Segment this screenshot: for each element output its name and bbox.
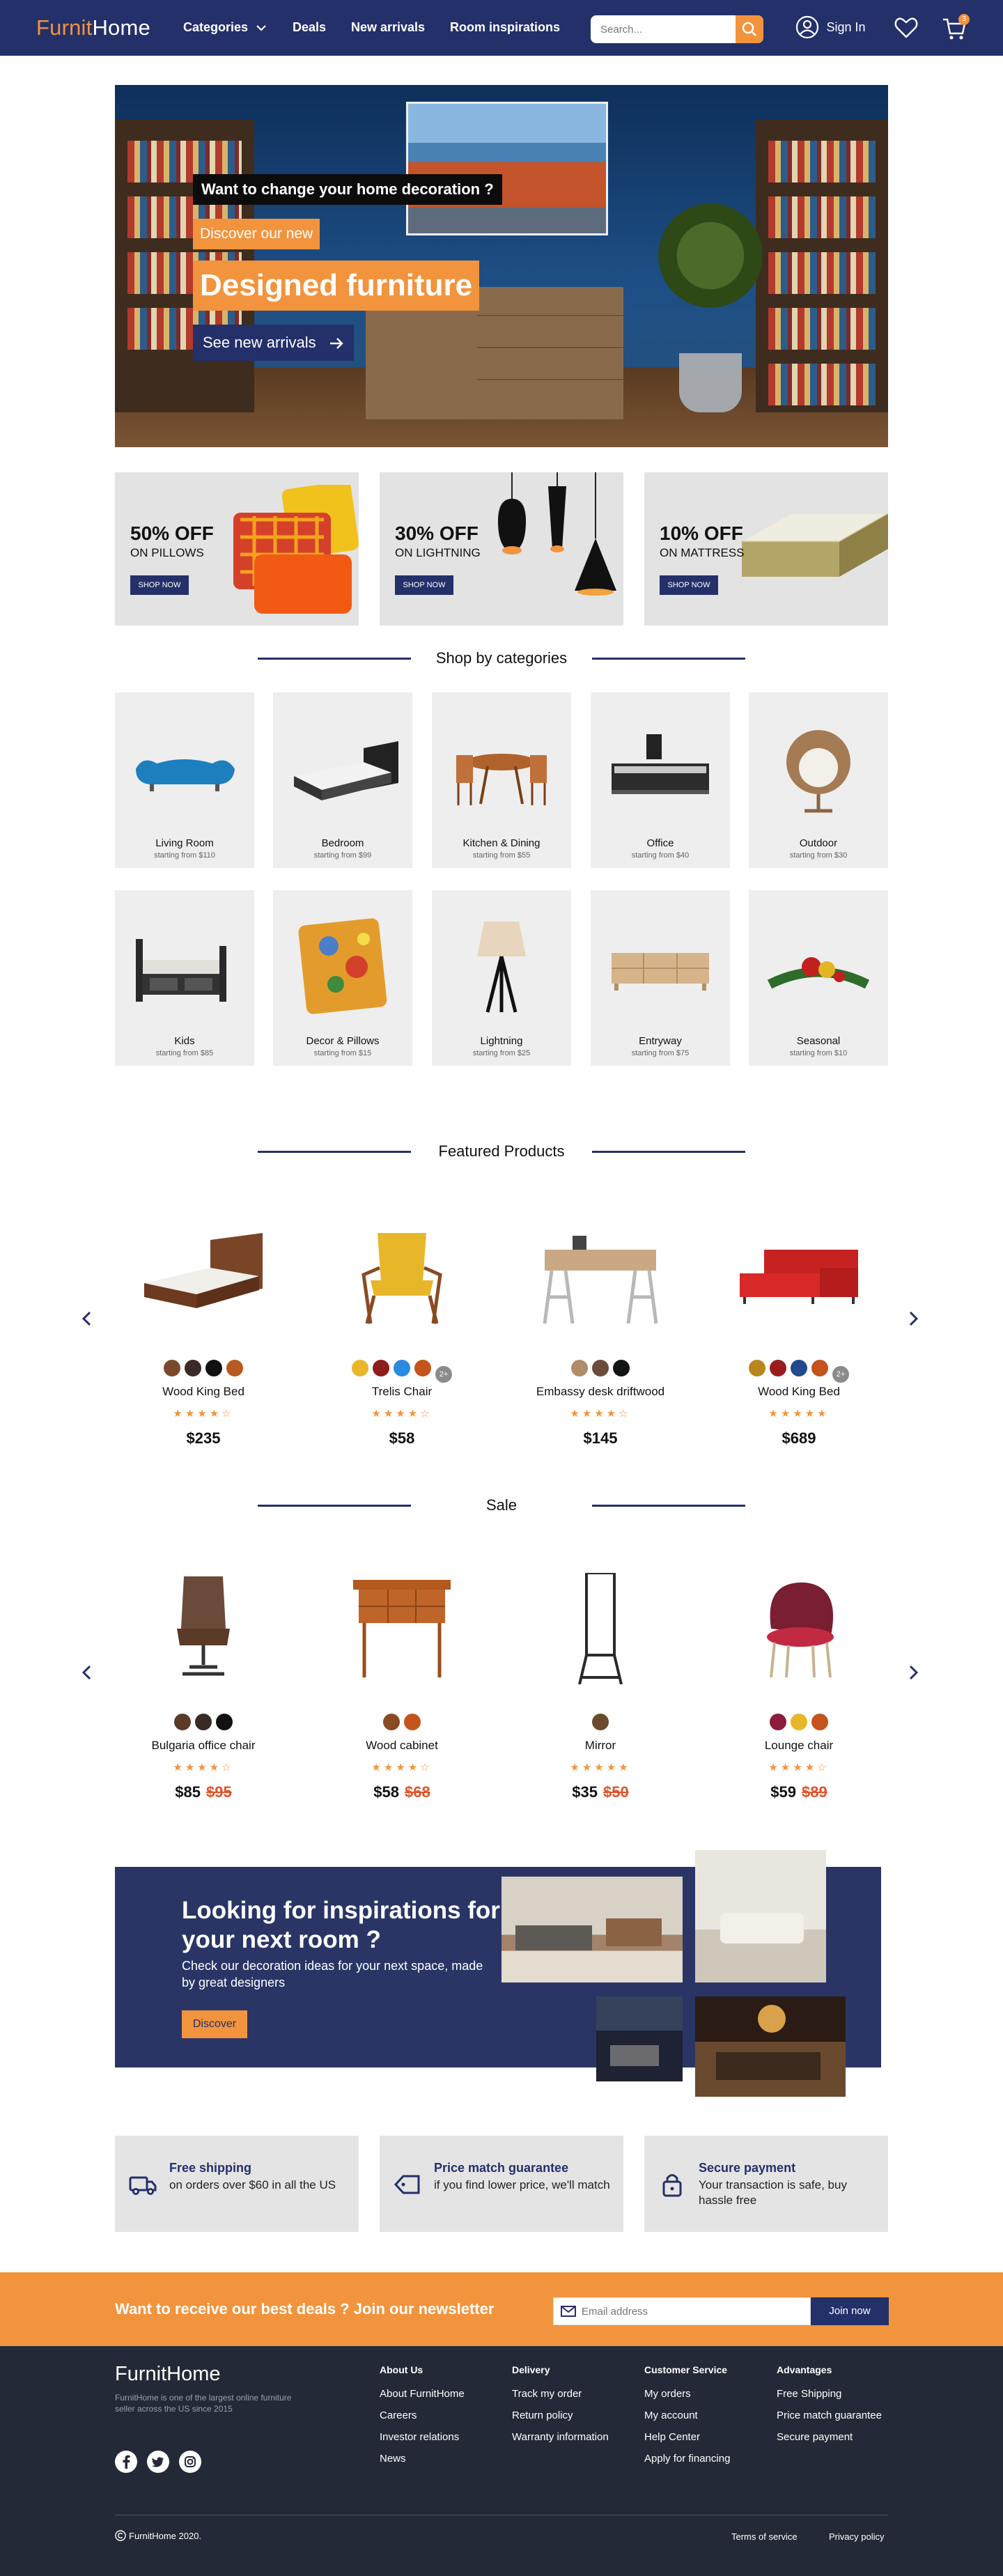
star-filled-icon: ★ (594, 1408, 607, 1420)
mattress-image (742, 500, 888, 598)
newsletter-title: Want to receive our best deals ? Join our newsletter (115, 2300, 495, 2318)
star-filled-icon: ★ (768, 1762, 781, 1774)
featured-product-red-sofa[interactable] (719, 1205, 879, 1470)
product-name[interactable]: Mirror (584, 1739, 616, 1752)
instagram-icon (179, 2451, 201, 2473)
hero-banner (115, 85, 888, 447)
dining-set-image (446, 720, 557, 818)
advantage-title: Price match guarantee (434, 2161, 569, 2175)
star-filled-icon: ★ (570, 1762, 582, 1774)
advantage-text: if you find lower price, we'll match (434, 2178, 610, 2191)
logo-part1: Furnit (36, 15, 93, 40)
color-swatch[interactable] (216, 1714, 233, 1730)
star-filled-icon: ★ (817, 1408, 830, 1420)
lounge-chair-image (736, 1573, 862, 1684)
product-name[interactable]: Bulgaria office chair (151, 1739, 256, 1752)
promo-percent: 50% OFF (130, 522, 214, 544)
sectional-sofa-image (736, 1219, 862, 1330)
plant-pot (679, 353, 742, 412)
tag-icon (394, 2172, 421, 2197)
star-filled-icon: ★ (371, 1408, 384, 1420)
footer-link[interactable]: About FurnitHome (380, 2388, 465, 2400)
color-swatch[interactable] (811, 1714, 828, 1730)
star-filled-icon: ★ (383, 1408, 396, 1420)
more-colors-badge[interactable]: 2+ (435, 1366, 452, 1383)
category-name: Entryway (639, 1035, 682, 1047)
star-filled-icon: ★ (619, 1762, 631, 1774)
star-empty-icon: ☆ (619, 1408, 631, 1420)
color-swatches (322, 1714, 482, 1730)
category-price: starting from $55 (472, 851, 531, 860)
categories-heading (258, 648, 745, 669)
standing-mirror-image (538, 1573, 663, 1684)
color-swatch[interactable] (613, 1360, 630, 1376)
floor-lamp-image (446, 918, 557, 1016)
inspiration-title: Looking for inspirations for your next room ? (182, 1897, 500, 1953)
star-filled-icon: ★ (780, 1408, 793, 1420)
rating-stars (322, 1761, 482, 1774)
sale-price: $59 (770, 1783, 796, 1801)
newsletter-email-field (553, 2297, 811, 2325)
rating-stars (719, 1407, 879, 1420)
advantage-title: Free shipping (169, 2161, 252, 2175)
color-swatch[interactable] (404, 1714, 421, 1730)
footer-link[interactable]: Free Shipping (777, 2388, 842, 2400)
color-swatches (520, 1714, 681, 1730)
category-name: Lightning (480, 1035, 523, 1047)
desk-image (538, 1219, 663, 1330)
color-swatch[interactable] (749, 1360, 765, 1376)
color-swatch[interactable] (185, 1360, 201, 1376)
nav-deals[interactable]: Deals (293, 20, 327, 34)
sofa-image (129, 720, 240, 818)
category-name: Bedroom (321, 837, 364, 849)
rating-stars (123, 1407, 283, 1420)
footer-column-delivery (512, 2364, 609, 2453)
discover-button[interactable]: Discover (182, 2010, 247, 2038)
product-price: $58 (389, 1429, 415, 1447)
color-swatches (520, 1360, 681, 1376)
star-filled-icon: ★ (209, 1762, 222, 1774)
star-filled-icon: ★ (594, 1762, 607, 1774)
truck-icon (129, 2172, 157, 2197)
sign-in-link[interactable] (795, 15, 866, 40)
promo-product: ON MATTRESS (660, 546, 745, 559)
category-outdoor[interactable] (749, 692, 888, 868)
sale-prev-arrow[interactable] (79, 1665, 95, 1680)
rating-stars (123, 1761, 283, 1774)
advantage-price-match (380, 2136, 623, 2232)
search-button[interactable] (736, 15, 763, 43)
color-swatch[interactable] (394, 1360, 410, 1376)
color-swatch[interactable] (811, 1360, 828, 1376)
featured-product-wood-king-bed[interactable] (123, 1205, 283, 1470)
pendant-lamps-image (484, 472, 623, 619)
logo[interactable] (36, 15, 150, 40)
star-filled-icon: ★ (197, 1762, 210, 1774)
category-decor-pillows[interactable] (273, 890, 412, 1066)
star-empty-icon: ☆ (221, 1408, 234, 1420)
facebook-icon (115, 2451, 137, 2473)
footer-link[interactable]: Track my order (512, 2388, 582, 2400)
promo-percent: 10% OFF (660, 522, 743, 544)
categories-title: Shop by categories (435, 649, 568, 667)
footer-link[interactable]: My orders (644, 2388, 691, 2400)
footer-logo[interactable]: FurnitHome (115, 2363, 221, 2385)
chevron-right-icon (905, 1665, 921, 1680)
star-empty-icon: ☆ (817, 1762, 830, 1774)
search-icon (736, 15, 763, 43)
decor-pillow-image (287, 918, 398, 1016)
console-table-image (605, 918, 716, 1016)
color-swatch[interactable] (592, 1360, 609, 1376)
category-office[interactable] (591, 692, 730, 868)
hero-discover: Discover our new (193, 219, 320, 249)
footer-link[interactable]: Secure payment (777, 2431, 853, 2443)
color-swatch[interactable] (373, 1360, 389, 1376)
chevron-left-icon (79, 1665, 95, 1680)
category-price: starting from $25 (472, 1049, 531, 1057)
heart-icon[interactable] (894, 15, 919, 39)
color-swatch[interactable] (791, 1714, 807, 1730)
category-name: Decor & Pillows (306, 1035, 380, 1047)
star-filled-icon: ★ (173, 1762, 185, 1774)
color-swatch[interactable] (195, 1714, 212, 1730)
copyright (115, 2530, 201, 2541)
join-now-button[interactable]: Join now (811, 2297, 889, 2325)
cabinet-image (339, 1573, 465, 1684)
product-price: $689 (782, 1429, 816, 1447)
star-filled-icon: ★ (570, 1408, 582, 1420)
category-price: starting from $40 (631, 851, 690, 860)
promo-product: ON PILLOWS (130, 546, 204, 559)
rattan-chair-image (763, 720, 874, 818)
color-swatch[interactable] (414, 1360, 431, 1376)
star-filled-icon: ★ (371, 1762, 384, 1774)
star-empty-icon: ☆ (420, 1408, 433, 1420)
star-filled-icon: ★ (185, 1408, 198, 1420)
color-swatches (719, 1360, 879, 1383)
star-filled-icon: ★ (383, 1762, 396, 1774)
product-price: $145 (583, 1429, 618, 1447)
sale-product-office-chair[interactable] (123, 1559, 283, 1824)
room-image-living[interactable] (502, 1877, 683, 1983)
armchair-image (339, 1219, 465, 1330)
promo-pillows[interactable] (115, 472, 359, 626)
category-name: Kitchen & Dining (462, 837, 541, 849)
category-kitchen-dining[interactable] (432, 692, 571, 868)
category-price: starting from $110 (154, 851, 215, 860)
search-input[interactable] (600, 15, 733, 43)
footer-link[interactable]: Apply for financing (644, 2453, 731, 2465)
arrow-right-icon (329, 337, 344, 350)
room-image-dark-lounge[interactable] (596, 1996, 683, 2081)
category-lightning[interactable] (432, 890, 571, 1066)
advantage-text: Your transaction is safe, buy hassle free (699, 2178, 847, 2207)
star-filled-icon: ★ (582, 1408, 595, 1420)
advantage-secure-payment (644, 2136, 888, 2232)
sale-next-arrow[interactable] (905, 1665, 921, 1680)
more-colors-badge[interactable]: 2+ (832, 1366, 849, 1383)
instagram-link[interactable] (179, 2451, 201, 2473)
search-bar (591, 15, 763, 43)
footer-heading: Advantages (777, 2364, 832, 2375)
site-header (0, 0, 1003, 56)
shop-now-button[interactable]: SHOP NOW (660, 575, 718, 595)
mail-icon (561, 2305, 576, 2318)
sale-price: $35 (572, 1783, 598, 1801)
star-empty-icon: ☆ (221, 1762, 234, 1774)
newsletter-bar (0, 2272, 1003, 2346)
category-name: Seasonal (796, 1035, 841, 1047)
color-swatch[interactable] (226, 1360, 243, 1376)
footer-description: FurnitHome is one of the largest online furniture seller across the US since 2015 (115, 2393, 292, 2414)
cart-button[interactable] (942, 14, 972, 42)
category-price: starting from $10 (789, 1049, 848, 1057)
rating-stars (520, 1761, 681, 1774)
sale-product-wood-cabinet[interactable] (322, 1559, 482, 1824)
footer-column-advantages (777, 2364, 882, 2453)
footer-link[interactable]: Help Center (644, 2431, 701, 2443)
sale-product-lounge-chair[interactable] (719, 1559, 879, 1824)
rating-stars (719, 1761, 879, 1774)
footer-link[interactable]: Price match guarantee (777, 2410, 882, 2421)
sale-price: $85 (175, 1783, 201, 1801)
featured-prev-arrow[interactable] (79, 1311, 95, 1326)
sale-product-mirror[interactable] (520, 1559, 681, 1824)
footer-column-about (380, 2364, 465, 2474)
chevron-down-icon (256, 24, 267, 32)
product-name[interactable]: Trelis Chair (371, 1385, 433, 1398)
star-filled-icon: ★ (407, 1762, 421, 1774)
category-name: Kids (174, 1035, 195, 1047)
holiday-decor-image (763, 918, 874, 1016)
footer-link[interactable]: Investor relations (380, 2431, 460, 2443)
color-swatches (322, 1360, 482, 1383)
product-price (719, 1783, 879, 1801)
footer-link[interactable]: My account (644, 2410, 698, 2421)
hero-tagline: Want to change your home decoration ? (193, 174, 502, 205)
color-swatch[interactable] (383, 1714, 400, 1730)
category-seasonal[interactable] (749, 890, 888, 1066)
wall-painting (406, 102, 608, 235)
bed-image (287, 720, 398, 818)
star-filled-icon: ★ (606, 1762, 619, 1774)
star-filled-icon: ★ (185, 1762, 198, 1774)
footer-heading: About Us (380, 2364, 423, 2375)
footer-column-customer-service (644, 2364, 730, 2474)
sale-price: $58 (373, 1783, 399, 1801)
star-filled-icon: ★ (793, 1408, 805, 1420)
old-price: $50 (603, 1783, 629, 1801)
site-footer (0, 2346, 1003, 2576)
advantage-text: on orders over $60 in all the US (169, 2178, 336, 2191)
office-desk-image (605, 720, 716, 818)
product-price (123, 1783, 283, 1801)
star-filled-icon: ★ (173, 1408, 185, 1420)
color-swatch[interactable] (770, 1360, 786, 1376)
featured-heading (258, 1141, 745, 1162)
logo-part2: Home (92, 15, 150, 40)
product-price (520, 1783, 681, 1801)
see-new-arrivals-label: See new arrivals (203, 334, 316, 351)
product-name[interactable]: Wood King Bed (758, 1385, 840, 1398)
star-filled-icon: ★ (606, 1408, 619, 1420)
product-name[interactable]: Lounge chair (764, 1739, 834, 1752)
newsletter-email-input[interactable] (582, 2298, 804, 2325)
footer-heading: Delivery (512, 2364, 550, 2375)
star-filled-icon: ★ (197, 1408, 210, 1420)
pillows-image (219, 485, 359, 617)
twitter-link[interactable] (147, 2451, 169, 2473)
advantage-title: Secure payment (699, 2161, 796, 2175)
advantage-free-shipping (115, 2136, 359, 2232)
nav-categories[interactable] (183, 20, 267, 35)
star-filled-icon: ★ (407, 1408, 421, 1420)
terms-link[interactable]: Terms of service (731, 2531, 798, 2542)
room-image-warm-living[interactable] (695, 1996, 846, 2097)
kids-bed-image (129, 918, 240, 1016)
category-name: Living Room (155, 837, 214, 849)
category-bedroom[interactable] (273, 692, 412, 868)
privacy-link[interactable]: Privacy policy (829, 2531, 885, 2542)
product-price: $235 (186, 1429, 221, 1447)
featured-product-embassy-desk[interactable] (520, 1205, 681, 1470)
featured-next-arrow[interactable] (905, 1311, 921, 1326)
color-swatches (123, 1714, 283, 1730)
footer-heading: Customer Service (644, 2364, 728, 2375)
promo-percent: 30% OFF (395, 522, 479, 544)
old-price: $89 (802, 1783, 827, 1801)
cart-badge: 3 (958, 14, 970, 25)
footer-link[interactable]: News (380, 2453, 406, 2465)
old-price: $68 (405, 1783, 430, 1801)
facebook-link[interactable] (115, 2451, 137, 2473)
color-swatch[interactable] (174, 1714, 191, 1730)
shop-now-button[interactable]: SHOP NOW (395, 575, 453, 595)
rating-stars (322, 1407, 482, 1420)
nav-room-inspirations[interactable]: Room inspirations (450, 20, 561, 34)
color-swatch[interactable] (164, 1360, 180, 1376)
category-price: starting from $85 (155, 1049, 214, 1057)
lock-icon (658, 2172, 686, 2197)
copyright-icon (115, 2530, 126, 2541)
category-price: starting from $15 (313, 1049, 372, 1057)
star-filled-icon: ★ (396, 1762, 408, 1774)
footer-link[interactable]: Return policy (512, 2410, 573, 2421)
see-new-arrivals-button[interactable] (193, 325, 354, 361)
room-image-sofa[interactable] (695, 1850, 826, 1983)
promo-mattress[interactable] (644, 472, 888, 626)
star-empty-icon: ☆ (420, 1762, 433, 1774)
product-name[interactable]: Embassy desk driftwood (536, 1385, 665, 1398)
category-name: Outdoor (799, 837, 838, 849)
color-swatch[interactable] (352, 1360, 368, 1376)
category-entryway[interactable] (591, 890, 730, 1066)
chevron-left-icon (79, 1311, 95, 1326)
star-filled-icon: ★ (582, 1762, 595, 1774)
star-filled-icon: ★ (209, 1408, 222, 1420)
inspiration-text: Check our decoration ideas for your next space, made by great designers (182, 1959, 483, 1989)
bookshelf-right (756, 120, 888, 412)
chevron-right-icon (905, 1311, 921, 1326)
rating-stars (520, 1407, 681, 1420)
plant-image (658, 203, 763, 308)
product-name[interactable]: Wood cabinet (366, 1739, 438, 1752)
promo-product: ON LIGHTNING (395, 546, 481, 559)
old-price: $95 (206, 1783, 232, 1801)
sale-heading (258, 1495, 745, 1516)
category-price: starting from $30 (789, 851, 848, 860)
star-filled-icon: ★ (804, 1762, 818, 1774)
featured-title: Featured Products (438, 1142, 565, 1160)
color-swatch[interactable] (205, 1360, 222, 1376)
color-swatches (719, 1714, 879, 1730)
star-filled-icon: ★ (780, 1762, 793, 1774)
footer-link[interactable]: Warranty information (512, 2431, 609, 2443)
featured-product-trelis-chair[interactable] (322, 1205, 482, 1470)
category-kids[interactable] (115, 890, 254, 1066)
promo-lightning[interactable] (380, 472, 623, 626)
sale-title: Sale (485, 1496, 518, 1514)
hero-headline: Designed furniture (193, 261, 479, 311)
category-price: starting from $99 (313, 851, 372, 860)
product-name[interactable]: Wood King Bed (162, 1385, 244, 1398)
office-chair-image (141, 1573, 266, 1684)
category-living-room[interactable] (115, 692, 254, 868)
user-icon (795, 15, 819, 39)
shop-now-button[interactable]: SHOP NOW (130, 575, 189, 595)
bed-image (141, 1219, 266, 1330)
star-filled-icon: ★ (768, 1408, 781, 1420)
color-swatch[interactable] (791, 1360, 807, 1376)
product-price (322, 1783, 482, 1801)
color-swatch[interactable] (592, 1714, 609, 1730)
star-filled-icon: ★ (396, 1408, 408, 1420)
copyright-text: FurnitHome 2020. (129, 2531, 202, 2541)
nav-new-arrivals[interactable]: New arrivals (351, 20, 426, 34)
category-name: Office (646, 837, 674, 849)
color-swatch[interactable] (571, 1360, 588, 1376)
nav-categories-label: Categories (183, 20, 249, 34)
color-swatches (123, 1360, 283, 1376)
star-filled-icon: ★ (793, 1762, 805, 1774)
star-filled-icon: ★ (804, 1408, 818, 1420)
color-swatch[interactable] (770, 1714, 786, 1730)
twitter-icon (147, 2451, 169, 2473)
category-price: starting from $75 (631, 1049, 690, 1057)
sign-in-label: Sign In (826, 20, 866, 34)
footer-link[interactable]: Careers (380, 2410, 417, 2421)
